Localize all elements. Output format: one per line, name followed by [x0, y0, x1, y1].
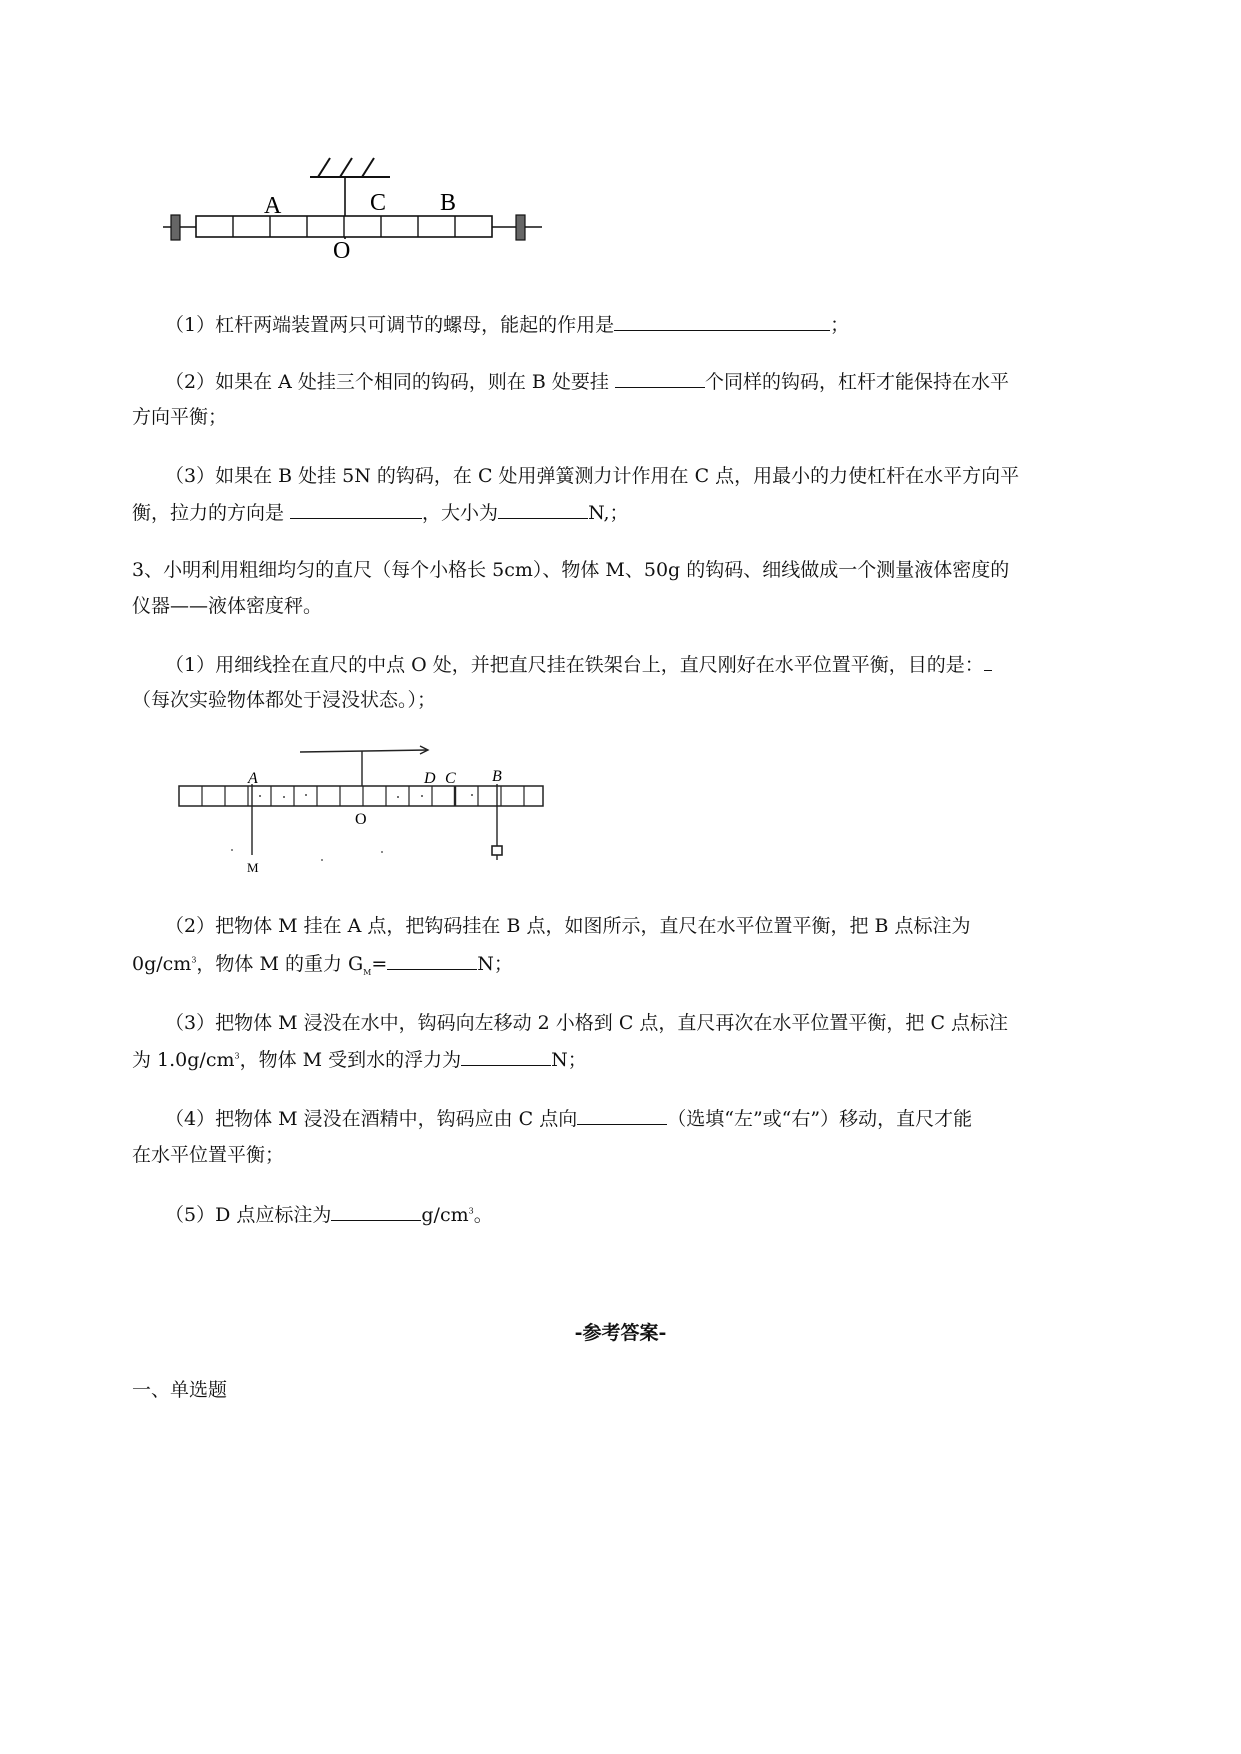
label-m: M	[247, 860, 259, 875]
q3-part4-line1: （4）把物体 M 浸没在酒精中，钩码应由 C 点向 （选填“左”或“右”）移动，直尺才能	[165, 1108, 973, 1130]
density-balance-diagram	[172, 740, 552, 878]
q3-intro-line1: 3、小明利用粗细均匀的直尺（每个小格长 5cm）、物体 M、50g 的钩码、细线做成一个测量液体密度的	[132, 559, 1010, 581]
q3-part3-line2: 为 $1.0g/cm^3$，物体 M 受到水的浮力为 N；	[132, 1049, 587, 1071]
q2-part3-line2: 衡，拉力的方向是 ，大小为 N,；	[132, 502, 629, 524]
label-a: A	[248, 770, 258, 787]
q3-part2-line2: $0g/cm^3$，物体 M 的重力 $G_M= N$；	[132, 953, 513, 977]
answer-blank[interactable]	[498, 500, 588, 519]
lever-diagram-1-svg	[160, 150, 560, 265]
q2-part3-line1: （3）如果在 B 处挂 5N 的钩码，在 C 处用弹簧测力计作用在 C 点，用最小的力使杠杆在水平方向平	[165, 465, 1020, 487]
q3-part1-line1: （1）用细线拴在直尺的中点 O 处，并把直尺挂在铁架台上，直尺刚好在水平位置平衡，目的是：	[165, 652, 992, 677]
q3-intro-line2: 仪器——液体密度秤。	[132, 595, 323, 617]
label-d: D	[424, 770, 436, 787]
density-balance-diagram-svg	[172, 740, 552, 878]
label-b: B	[492, 768, 502, 785]
answer-blank[interactable]	[461, 1047, 551, 1066]
q3-part1-line2: （每次实验物体都处于浸没状态。）；	[132, 689, 437, 711]
label-o: O	[333, 238, 351, 264]
answer-blank[interactable]	[614, 312, 830, 331]
label-c: C	[370, 190, 387, 216]
q3-part2-line1: （2）把物体 M 挂在 A 点，把钩码挂在 B 点，如图所示，直尺在水平位置平衡，把 B 点标注为	[165, 915, 971, 937]
q3-part5: （5）D 点应标注为 $g/cm^3$。	[165, 1204, 493, 1226]
q3-part3-line1: （3）把物体 M 浸没在水中，钩码向左移动 2 小格到 C 点，直尺再次在水平位置平衡，把 C 点标注	[165, 1012, 1009, 1034]
label-b: B	[440, 190, 457, 216]
answer-blank[interactable]	[615, 369, 705, 388]
q2-part1: （1）杠杆两端装置两只可调节的螺母，能起的作用是 ；	[165, 314, 850, 336]
answer-blank[interactable]	[577, 1106, 667, 1125]
label-a: A	[264, 193, 282, 219]
answer-blank[interactable]	[331, 1202, 421, 1221]
label-o: O	[355, 811, 367, 828]
label-c: C	[445, 770, 456, 787]
answers-title: -参考答案-	[574, 1322, 667, 1344]
answer-blank[interactable]	[290, 500, 422, 519]
answers-section-heading: 一、单选题	[132, 1379, 228, 1401]
q2-part2-line1: （2）如果在 A 处挂三个相同的钩码，则在 B 处要挂 个同样的钩码，杠杆才能保持在水平	[165, 371, 1009, 393]
answer-blank[interactable]	[984, 652, 992, 671]
q2-part2-line2: 方向平衡；	[132, 406, 228, 428]
q3-part4-line2: 在水平位置平衡；	[132, 1144, 285, 1166]
lever-diagram-1	[160, 150, 560, 265]
answer-blank[interactable]	[387, 951, 477, 970]
